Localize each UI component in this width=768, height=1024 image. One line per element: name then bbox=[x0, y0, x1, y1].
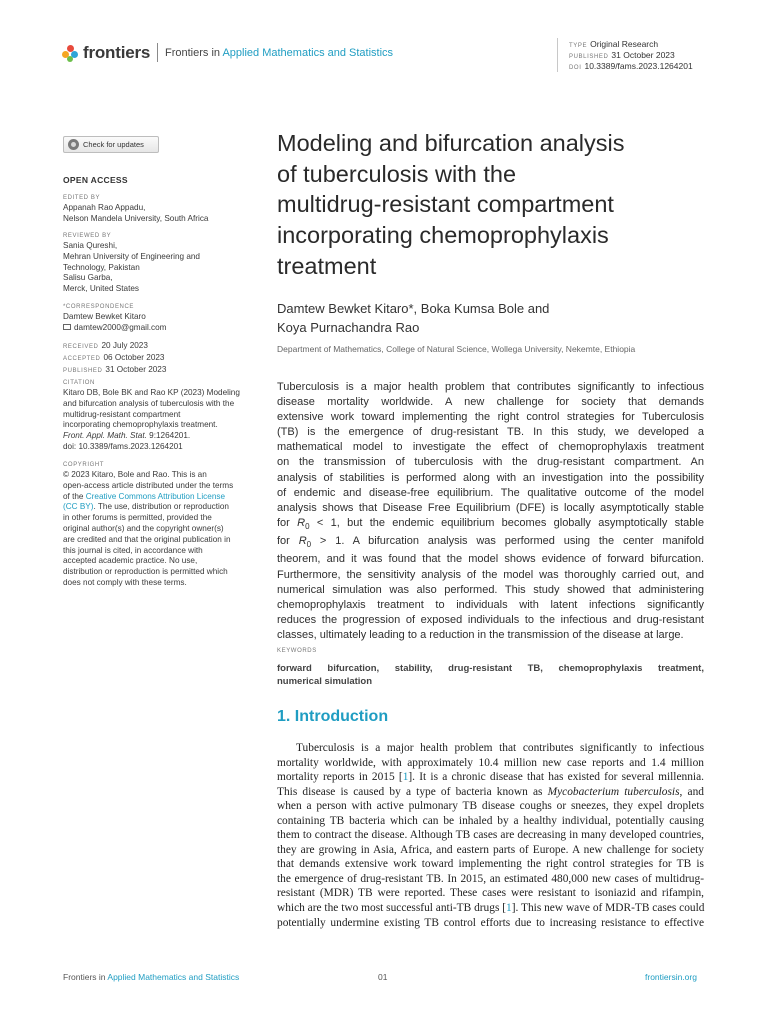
correspondence-email[interactable]: damtew2000@gmail.com bbox=[74, 322, 167, 332]
copyright-line bbox=[63, 502, 268, 513]
copyright-line: does not comply with these terms. bbox=[63, 577, 187, 587]
edited-by-label: EDITED BY bbox=[63, 195, 101, 201]
body-text: which are the two most successful anti-TB drugs [ bbox=[277, 902, 507, 915]
body-line: potentially undermine existing TB control efforts due to increasing resistance to effective bbox=[277, 916, 704, 929]
date-label: ACCEPTED bbox=[63, 355, 101, 362]
keywords bbox=[277, 662, 704, 688]
citation-line: and bifurcation analysis of tuberculosis with the bbox=[63, 398, 235, 408]
copyright-block bbox=[63, 461, 268, 589]
citation-label: CITATION bbox=[63, 380, 95, 386]
body-text: , and bbox=[679, 785, 705, 798]
body-line: that demands extensive work toward implementing the right control strategies for TB is bbox=[277, 858, 704, 871]
copyright-line: are credited and that the original publication in bbox=[63, 534, 231, 544]
reference-link[interactable]: 1 bbox=[402, 771, 409, 784]
body-line: Tuberculosis is a major health problem that contributes significantly to infectious bbox=[296, 742, 704, 754]
published-date-side bbox=[63, 365, 268, 377]
header-divider bbox=[157, 43, 158, 62]
abstract-text: for bbox=[277, 535, 299, 548]
meta-divider bbox=[557, 38, 558, 72]
body-line: when a person with active pulmonary TB disease coughs or sneezes, they expel droplets bbox=[277, 800, 704, 813]
open-access-label bbox=[63, 175, 268, 187]
title-line: Modeling and bifurcation analysis bbox=[277, 130, 625, 156]
abstract-text: > 1. A bifurcation analysis was performed using the center manifold bbox=[311, 535, 704, 548]
citation-line: Kitaro DB, Bole BK and Rao KP (2023) Modeling bbox=[63, 388, 240, 397]
reviewed-by-block bbox=[63, 232, 268, 295]
header-journal-title[interactable] bbox=[165, 47, 393, 59]
body-line: they are growing in Asia, Africa, and eastern parts of Europe. A new challenge for society bbox=[277, 843, 704, 856]
abstract-line: on the transmission of tuberculosis with the drug-resistant compartment. An bbox=[277, 456, 704, 469]
accepted-date bbox=[63, 353, 268, 365]
author-line[interactable]: Koya Purnachandra Rao bbox=[277, 320, 420, 335]
logo-text: frontiers bbox=[83, 43, 151, 62]
article-title bbox=[277, 128, 717, 282]
citation-line: multidrug-resistant compartment bbox=[63, 409, 181, 419]
meta-label: TYPE bbox=[569, 43, 588, 49]
date-value: 31 October 2023 bbox=[105, 364, 167, 374]
body-text: This disease is caused by a type of bacteria known as bbox=[277, 785, 548, 798]
abstract-line: theorem, and it was found that the model shows evidence of forward bifurcation. bbox=[277, 553, 704, 566]
reviewed-by-label: REVIEWED BY bbox=[63, 233, 112, 239]
abstract-line: analysis of stabilities is performed along with an investigation into the possibility bbox=[277, 471, 704, 484]
frontiers-logo[interactable] bbox=[62, 43, 150, 63]
r0-symbol: R bbox=[297, 516, 306, 529]
correspondence-email-row[interactable] bbox=[63, 323, 268, 334]
meta-label: PUBLISHED bbox=[569, 54, 609, 60]
body-line: resistant (MDR) TB were reported. These cases were resistant to isoniazid and rifampin, bbox=[277, 887, 704, 900]
copyright-line: in other forums is permitted, provided the bbox=[63, 513, 212, 523]
keywords-line: forward bifurcation, stability, drug-resistant TB, chemoprophylaxis treatment, bbox=[277, 663, 704, 674]
species-name: Mycobacterium tuberculosis bbox=[547, 785, 680, 798]
author-list bbox=[277, 299, 549, 337]
abstract-line: extensive work toward implementing the right control strategies for Tuberculosis bbox=[277, 411, 704, 424]
abstract bbox=[277, 380, 704, 643]
reviewer-line: Sania Qureshi, bbox=[63, 241, 118, 250]
editor-affiliation: Nelson Mandela University, South Africa bbox=[63, 213, 209, 223]
keywords-label: KEYWORDS bbox=[277, 648, 317, 654]
reviewer-line: Merck, United States bbox=[63, 284, 139, 294]
page-number: 01 bbox=[378, 972, 388, 982]
editor-name: Appanah Rao Appadu, bbox=[63, 203, 146, 212]
updates-label: Check for updates bbox=[83, 140, 144, 149]
title-line: of tuberculosis with the bbox=[277, 160, 517, 187]
body-text: mortality reports in 2015 [ bbox=[277, 771, 403, 784]
copyright-line: open-access article distributed under the terms bbox=[63, 480, 234, 490]
footer-journal[interactable] bbox=[63, 972, 239, 982]
citation-journal: Front. Appl. Math. Stat. bbox=[63, 431, 147, 441]
frontiers-logo-icon bbox=[62, 45, 79, 62]
reference-link[interactable]: 1 bbox=[506, 902, 512, 915]
date-value: 20 July 2023 bbox=[101, 341, 148, 350]
correspondence-label: *CORRESPONDENCE bbox=[63, 304, 135, 310]
keywords-line: numerical simulation bbox=[277, 676, 373, 687]
title-line: treatment bbox=[277, 252, 377, 279]
introduction-body bbox=[277, 741, 704, 930]
body-text: ]. It is a chronic disease that has existed for several millennia. bbox=[408, 771, 704, 784]
citation-doi[interactable]: doi: 10.3389/fams.2023.1264201 bbox=[63, 441, 183, 451]
citation-line: incorporating chemoprophylaxis treatment. bbox=[63, 420, 218, 430]
correspondence-name: Damtew Bewket Kitaro bbox=[63, 312, 146, 321]
abstract-line: (TB) is the emergence of drug-resistant TB. In this study, we developed a bbox=[277, 426, 704, 439]
abstract-text: < 1, but the endemic equilibrium becomes globally asymptotically stable bbox=[309, 516, 704, 529]
abstract-line: of endemic and disease-free equilibrium. The qualitative outcome of the model bbox=[277, 486, 704, 499]
r0-symbol: R bbox=[298, 535, 307, 548]
abstract-line: Furthermore, the sensitivity analysis of the model was thoroughly carried out, and bbox=[277, 568, 704, 581]
cc-license-link[interactable]: Creative Commons Attribution License bbox=[85, 491, 226, 501]
date-value: 06 October 2023 bbox=[103, 352, 165, 362]
edited-by-block bbox=[63, 194, 268, 225]
abstract-text: for bbox=[277, 516, 298, 529]
correspondence-block bbox=[63, 303, 268, 334]
affiliation: Department of Mathematics, College of Natural Science, Wollega University, Nekemte, Ethiopia bbox=[277, 344, 636, 354]
meta-value: Original Research bbox=[590, 39, 659, 49]
copyright-line bbox=[63, 492, 268, 503]
abstract-line: reduces the progression of exposed individuals to the infectious and drug-resistant bbox=[277, 613, 704, 626]
r0-subscript: 0 bbox=[306, 540, 312, 550]
meta-value: 10.3389/fams.2023.1264201 bbox=[584, 61, 693, 71]
abstract-line bbox=[277, 516, 704, 534]
abstract-line bbox=[277, 534, 704, 552]
body-text: ]. This new wave of MDR-TB cases could bbox=[511, 902, 705, 915]
reviewer-line: Salisu Garba, bbox=[63, 273, 113, 283]
mail-icon bbox=[63, 324, 71, 330]
body-line: mortality worldwide, with approximately 10.4 million new case reports and 1.4 million bbox=[277, 756, 704, 769]
abstract-line: classes, ultimately leading to a reduction in the transmission of the disease at large. bbox=[277, 628, 684, 641]
copyright-line: this journal is cited, in accordance with bbox=[63, 545, 203, 555]
reviewer-line: Mehran University of Engineering and bbox=[63, 251, 200, 261]
copyright-label: COPYRIGHT bbox=[63, 462, 105, 468]
body-line bbox=[277, 770, 704, 785]
date-label: PUBLISHED bbox=[63, 367, 103, 374]
meta-value: 31 October 2023 bbox=[611, 50, 675, 60]
doi[interactable] bbox=[569, 61, 693, 74]
abstract-line: numerical simulation was also performed. This study showed that administering bbox=[277, 583, 704, 596]
citation-journal-line bbox=[63, 431, 268, 442]
author-line[interactable]: Damtew Bewket Kitaro*, Boka Kumsa Bole and bbox=[277, 301, 550, 316]
abstract-line: chemoprophylaxis treatment to individuals with latent infections significantly bbox=[277, 598, 704, 611]
check-for-updates-button[interactable] bbox=[63, 136, 159, 153]
reviewer-line: Technology, Pakistan bbox=[63, 262, 140, 272]
title-line: incorporating chemoprophylaxis bbox=[277, 222, 609, 249]
cc-by-link[interactable]: (CC BY) bbox=[63, 502, 94, 512]
abstract-line: Tuberculosis is a major health problem that contributes significantly to infectious bbox=[277, 381, 704, 393]
copyright-line: original author(s) and the copyright owner(s) bbox=[63, 523, 224, 533]
copyright-line: © 2023 Kitaro, Bole and Rao. This is an bbox=[63, 470, 207, 479]
copyright-text: of the bbox=[63, 491, 86, 501]
body-line bbox=[277, 785, 704, 800]
copyright-text: . The use, distribution or reproduction bbox=[93, 502, 229, 512]
r0-subscript: 0 bbox=[305, 522, 310, 532]
journal-prefix: Frontiers in bbox=[165, 47, 223, 59]
journal-name: Applied Mathematics and Statistics bbox=[222, 47, 394, 59]
meta-label: DOI bbox=[569, 65, 582, 71]
citation-volume: 9:1264201. bbox=[146, 431, 191, 441]
copyright-line: accepted academic practice. No use, bbox=[63, 556, 198, 566]
section-heading-introduction: 1. Introduction bbox=[277, 708, 389, 725]
abstract-line: disease mortality worldwide. A new challenge for society that demands bbox=[277, 396, 704, 409]
date-label: RECEIVED bbox=[63, 344, 99, 350]
copyright-line: distribution or reproduction is permitted which bbox=[63, 567, 228, 577]
abstract-line: analysis shows that Disease Free Equilibrium (DFE) is locally asymptotically stable bbox=[277, 501, 704, 514]
footer-journal-prefix: Frontiers in bbox=[63, 972, 108, 982]
received-date bbox=[63, 341, 268, 353]
abstract-line: mathematical model to investigate the effect of chemoprophylaxis treatment bbox=[277, 441, 704, 454]
body-line: them to contract the disease. Although TB cases are decreasing in many developed countries, bbox=[277, 829, 704, 842]
title-line: multidrug-resistant compartment bbox=[277, 191, 614, 218]
dates-block bbox=[63, 341, 268, 376]
footer-journal-name: Applied Mathematics and Statistics bbox=[107, 972, 240, 982]
open-access-text: OPEN ACCESS bbox=[63, 175, 128, 185]
body-line bbox=[277, 901, 704, 916]
footer-site-link[interactable]: frontiersin.org bbox=[645, 972, 697, 982]
body-line: containing TB bacteria which can be inhaled by a healthy individual, potentially causing bbox=[277, 814, 704, 827]
updates-icon bbox=[68, 139, 79, 150]
body-line: the emergence of drug-resistant TB. In 2015, an estimated 480,000 new cases of multidrug- bbox=[277, 872, 704, 885]
citation-block bbox=[63, 379, 268, 453]
